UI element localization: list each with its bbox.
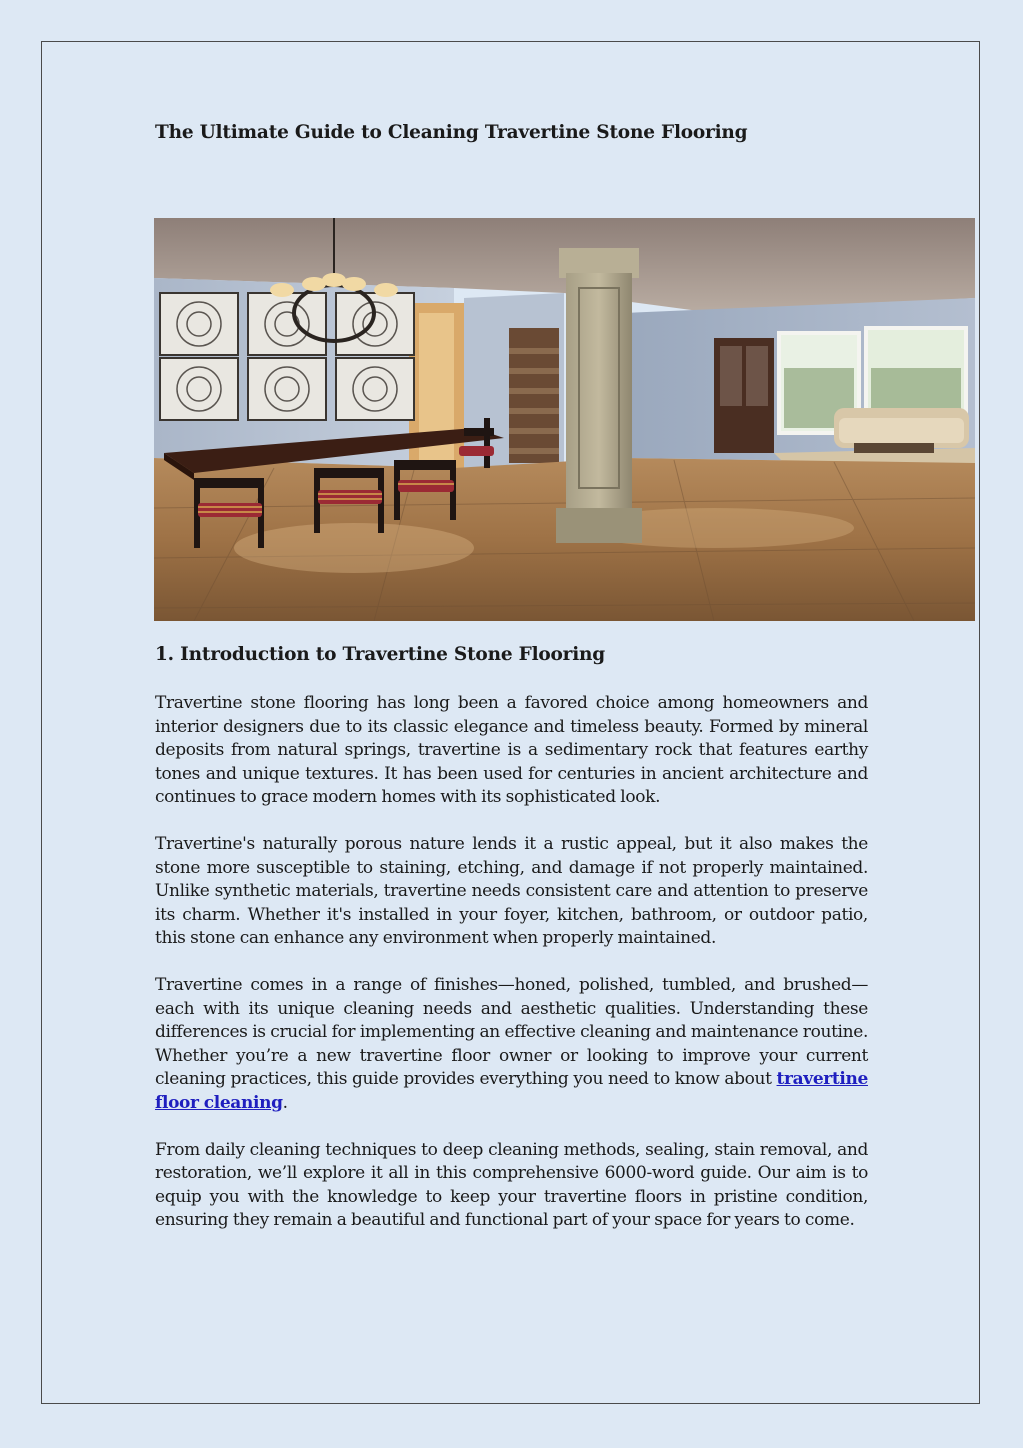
paragraph-1: Travertine stone flooring has long been a favored choice among homeowners and interior designers due to its classic elegance and timeless beauty. Formed by mineral deposits from natural springs, travertine is a sedimentary rock that features earthy tones and unique textures. It has been used for centuries in ancient architecture and continues to grace modern homes with its sophisticated look.	[155, 693, 868, 807]
hero-image	[154, 218, 975, 621]
room-photo-icon	[154, 218, 975, 621]
paragraph-2: Travertine's naturally porous nature lends it a rustic appeal, but it also makes the stone more susceptible to staining, etching, and damage if not properly maintained. Unlike synthetic materials, travertine needs consistent care and attention to preserve its charm. Whether it's installed in your foyer, kitchen, bathroom, or outdoor patio, this stone can enhance any environment when properly maintained.	[155, 834, 868, 948]
paragraph-3-text: Travertine comes in a range of finishes—honed, polished, tumbled, and brushed—each with its unique cleaning needs and aesthetic qualities. Understanding these differences is crucial for implementing an effective cleaning and maintenance routine. Whether you’re a new travertine floor owner or looking to improve your current cleaning practices, this guide provides everything you need to know about	[155, 975, 868, 1089]
paragraph-4: From daily cleaning techniques to deep cleaning methods, sealing, stain removal, and restoration, we’ll explore it all in this comprehensive 6000-word guide. Our aim is to equip you with the knowledge to keep your travertine floors in pristine condition, ensuring they remain a beautiful and functional part of your space for years to come.	[155, 1139, 868, 1230]
body-text	[155, 692, 868, 1256]
document-title: The Ultimate Guide to Cleaning Travertine Stone Flooring	[155, 122, 748, 143]
paragraph-3-end: .	[282, 1092, 288, 1113]
paragraph-3	[155, 974, 868, 1115]
travertine-floor-cleaning-link[interactable]: travertine floor cleaning	[155, 1069, 868, 1113]
section-heading: 1. Introduction to Travertine Stone Flooring	[155, 644, 606, 665]
